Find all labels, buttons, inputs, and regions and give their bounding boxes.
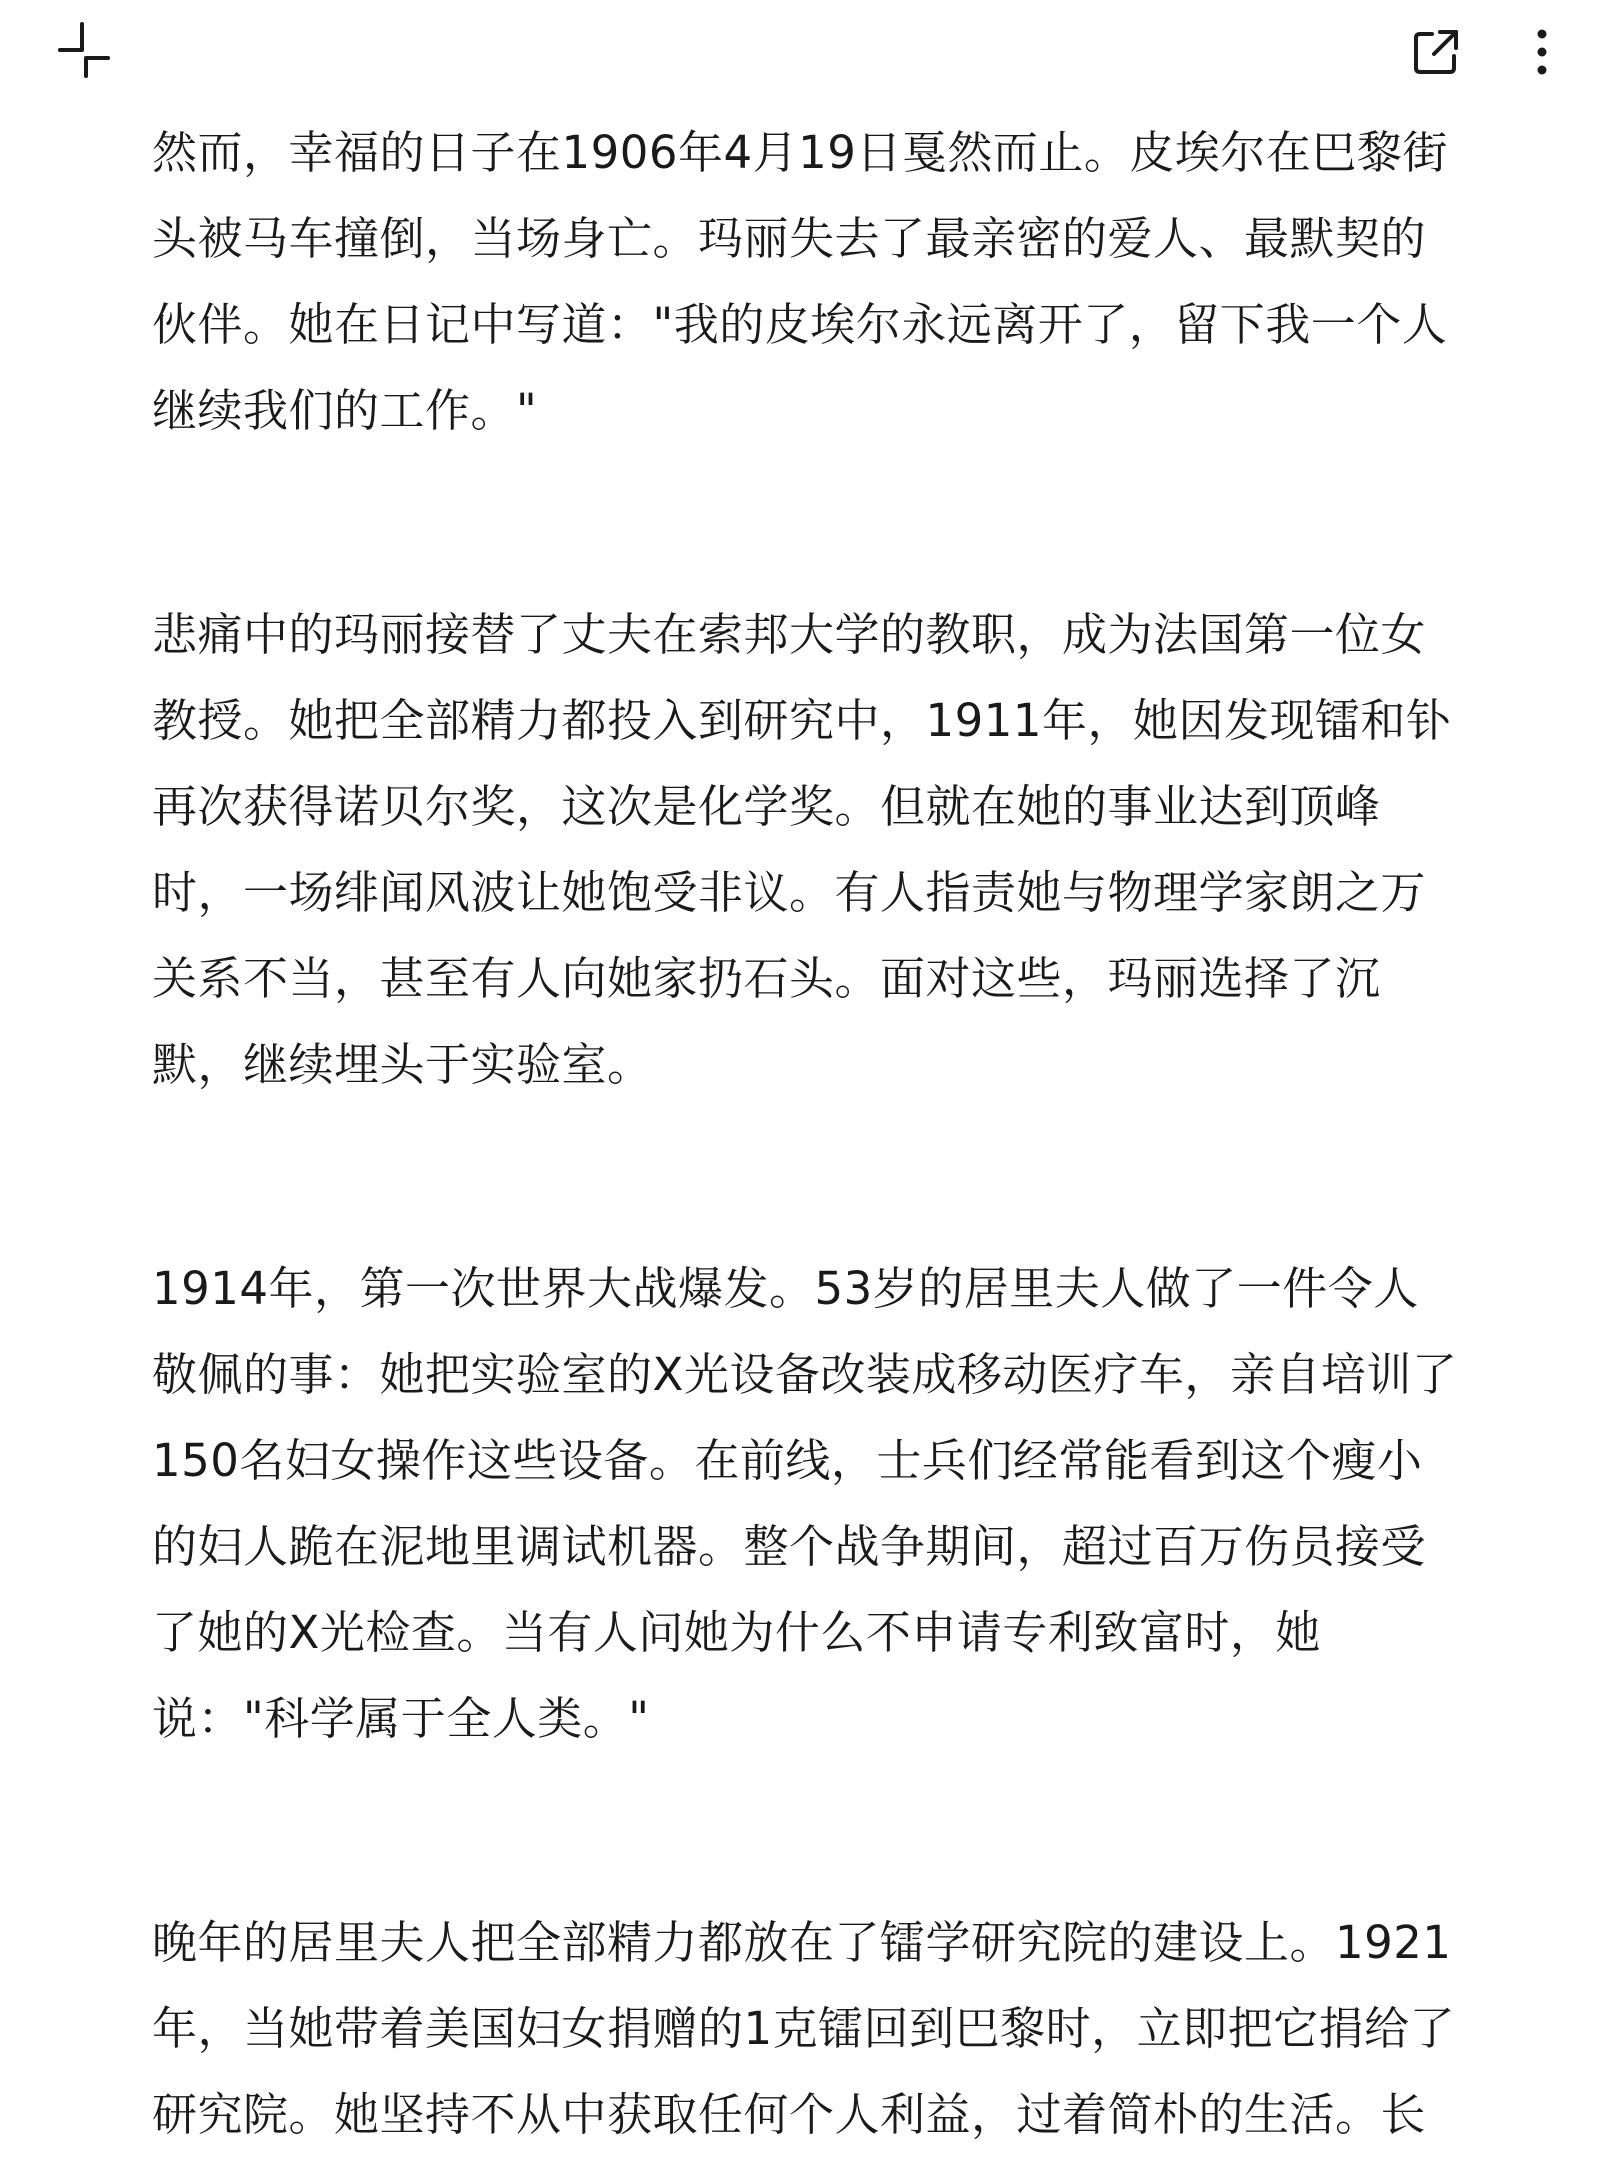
collapse-icon [52, 18, 116, 82]
article-body [152, 110, 1462, 2158]
open-external-icon [1408, 24, 1464, 80]
open-external-button[interactable] [1400, 16, 1472, 88]
paragraph: 悲痛中的玛丽接替了丈夫在索邦大学的教职，成为法国第一位女教授。她把全部精力都投入到研究中，1911年，她因发现镭和钋再次获得诺贝尔奖，这次是化学奖。但就在她的事业达到顶峰时，一场绯闻风波让她饱受非议。有人指责她与物理学家朗之万关系不当，甚至有人向她家扔石头。面对这些，玛丽选择了沉默，继续埋头于实验室。 [152, 608, 1452, 1091]
paragraph: 然而，幸福的日子在1906年4月19日戛然而止。皮埃尔在巴黎街头被马车撞倒，当场身亡。玛丽失去了最亲密的爱人、最默契的伙伴。她在日记中写道："我的皮埃尔永远离开了，留下我一个人继续我们的工作。" [152, 126, 1448, 437]
more-options-button[interactable] [1506, 16, 1578, 88]
more-vertical-icon [1532, 24, 1552, 80]
top-toolbar [0, 0, 1600, 110]
collapse-button[interactable] [52, 18, 116, 82]
paragraph: 晚年的居里夫人把全部精力都放在了镭学研究院的建设上。1921年，当她带着美国妇女捐赠的1克镭回到巴黎时，立即把它捐给了研究院。她坚持不从中获取任何个人利益，过着简朴的生活。长 [152, 1916, 1456, 2141]
paragraph: 1914年，第一次世界大战爆发。53岁的居里夫人做了一件令人敬佩的事：她把实验室的X光设备改装成移动医疗车，亲自培训了150名妇女操作这些设备。在前线，士兵们经常能看到这个瘦小的妇人跪在泥地里调试机器。整个战争期间，超过百万伤员接受了她的X光检查。当有人问她为什么不申请专利致富时，她说："科学属于全人类。" [152, 1262, 1458, 1745]
